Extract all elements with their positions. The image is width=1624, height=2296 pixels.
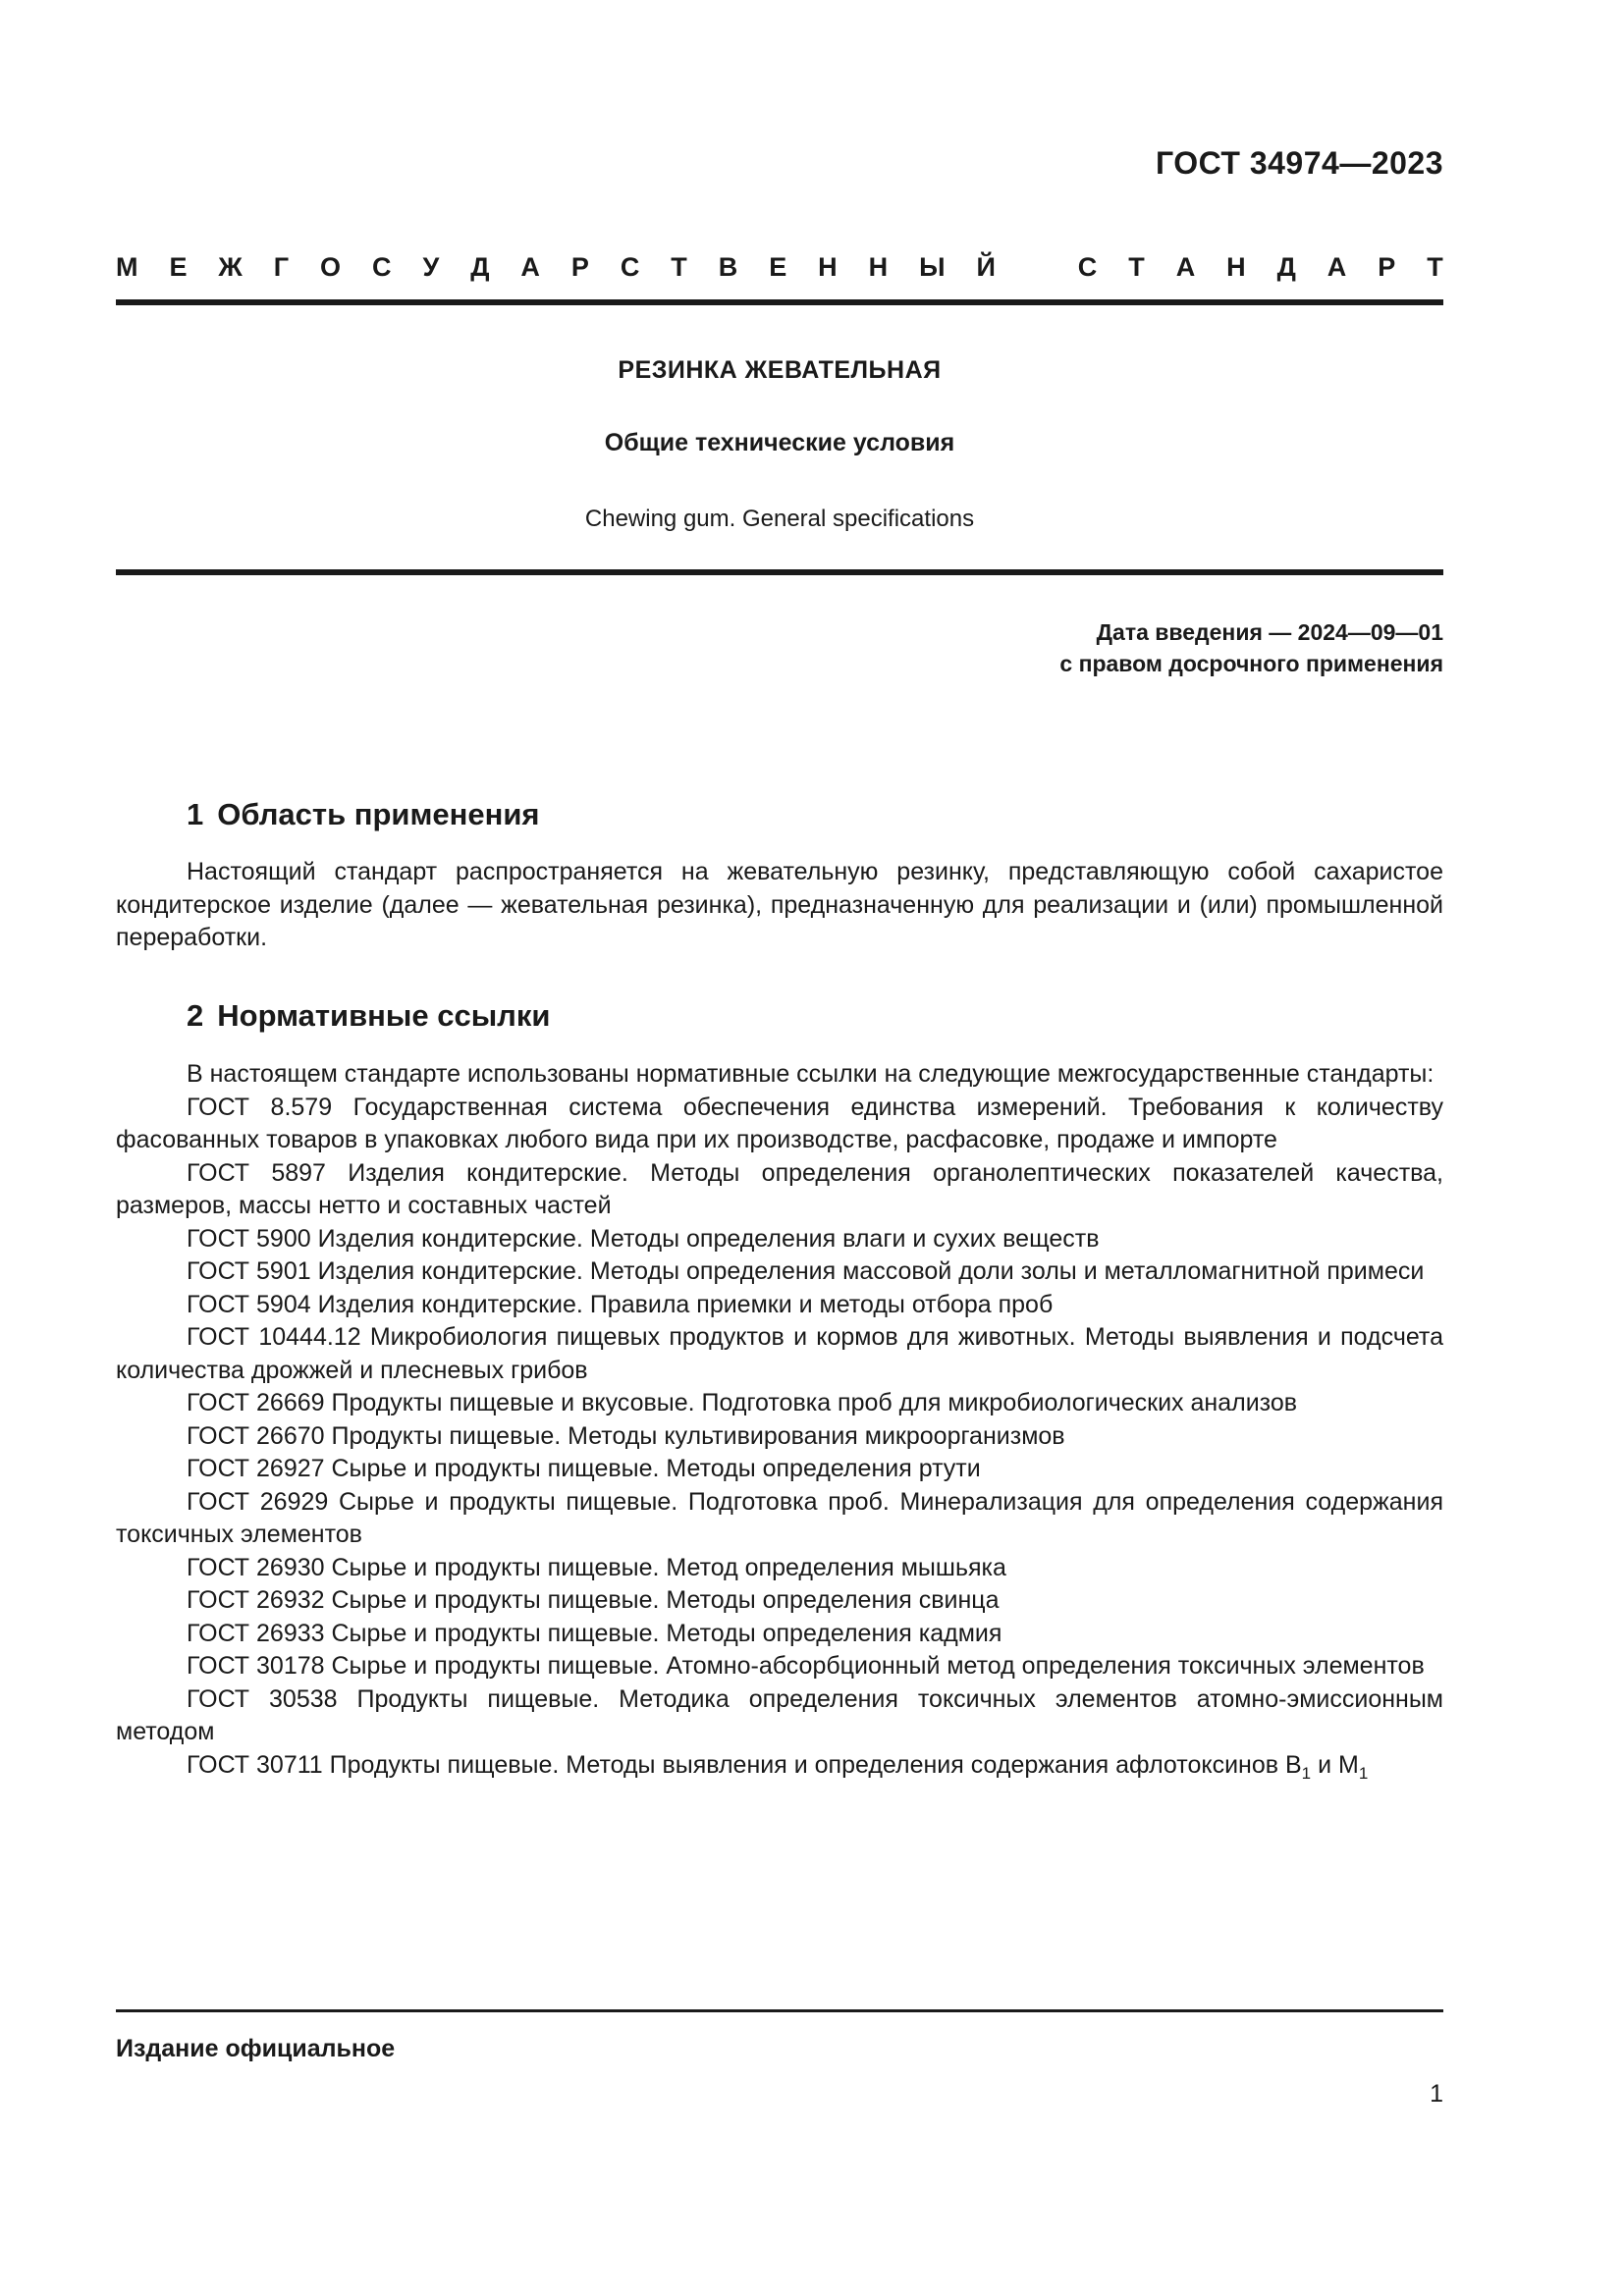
heading-letter: С: [620, 252, 640, 282]
reference-item: ГОСТ 30178 Сырье и продукты пищевые. Атомно-абсорбционный метод определения токсичных элементов: [187, 1652, 1425, 1680]
heading-letter: Д: [1276, 252, 1296, 282]
heading-letter: В: [718, 252, 738, 282]
footer-rule: [116, 2009, 1443, 2012]
heading-letter: Г: [273, 252, 290, 282]
heading-letter: Т: [1427, 252, 1443, 282]
heading-letter: Р: [570, 252, 589, 282]
section-title: Область применения: [217, 797, 540, 831]
section-2-body: [116, 1058, 1443, 1782]
reference-item: ГОСТ 26670 Продукты пищевые. Методы культивирования микроорганизмов: [187, 1421, 1065, 1450]
interstate-standard-label: [116, 252, 1443, 283]
heading-letter: Р: [1378, 252, 1396, 282]
intro-date-block: [1059, 616, 1443, 679]
heading-letter: А: [1326, 252, 1347, 282]
reference-item: ГОСТ 26927 Сырье и продукты пищевые. Методы определения ртути: [187, 1455, 981, 1482]
heading-letter: Е: [169, 252, 188, 282]
section-1-heading: [187, 797, 540, 832]
reference-item: ГОСТ 30538 Продукты пищевые. Методика определения токсичных элементов атомно-эмиссионным методом: [116, 1684, 1443, 1745]
subscript: 1: [1301, 1763, 1312, 1783]
reference-item: ГОСТ 5900 Изделия кондитерские. Методы определения влаги и сухих веществ: [187, 1224, 1100, 1253]
heading-letter: О: [320, 252, 342, 282]
standard-number: ГОСТ 34974—2023: [1155, 145, 1443, 181]
subscript: 1: [1358, 1763, 1369, 1783]
reference-item: ГОСТ 26929 Сырье и продукты пищевые. Подготовка проб. Минерализация для определения содержания токсичных элементов: [116, 1487, 1443, 1548]
heading-letter: С: [1077, 252, 1098, 282]
title-rule: [116, 569, 1443, 575]
heading-letter: Д: [470, 252, 490, 282]
heading-letter: [1027, 252, 1047, 283]
reference-text: ГОСТ 30711 Продукты пищевые. Методы выявления и определения содержания афлотоксинов B: [187, 1750, 1302, 1779]
reference-item: [116, 1749, 1443, 1783]
paragraph: В настоящем стандарте использованы нормативные ссылки на следующие межгосударственные стандарты:: [187, 1060, 1435, 1088]
heading-letter: Й: [976, 252, 996, 282]
reference-item: ГОСТ 5901 Изделия кондитерские. Методы определения массовой доли золы и металломагнитной примеси: [187, 1257, 1425, 1285]
heading-letter: Ж: [218, 252, 243, 282]
heading-letter: А: [1175, 252, 1196, 282]
reference-item: ГОСТ 26933 Сырье и продукты пищевые. Методы определения кадмия: [187, 1619, 1002, 1647]
section-1-body: [116, 856, 1443, 955]
section-title: Нормативные ссылки: [217, 998, 551, 1033]
section-number: 2: [187, 998, 204, 1033]
reference-item: ГОСТ 8.579 Государственная система обеспечения единства измерений. Требования к количеству фасованных товаров в упаковках любого вида при их производстве, расфасовке, продаже и импорте: [116, 1093, 1443, 1153]
reference-item: ГОСТ 10444.12 Микробиология пищевых продуктов и кормов для животных. Методы выявления и подсчета количества дрожжей и плесневых грибов: [116, 1323, 1443, 1384]
heading-letter: Е: [769, 252, 787, 282]
paragraph: Настоящий стандарт распространяется на жевательную резинку, представляющую собой сахаристое кондитерское изделие (далее — жевательная резинка), предназначенную для реализации и (или) промышленной переработки.: [116, 858, 1443, 951]
document-subtitle: Общие технические условия: [604, 429, 955, 456]
intro-date: Дата введения — 2024—09—01: [1096, 619, 1443, 645]
english-title: Chewing gum. General specifications: [584, 506, 975, 532]
heading-letter: Ы: [919, 252, 946, 282]
reference-text: и M: [1311, 1750, 1359, 1779]
heading-letter: У: [422, 252, 440, 282]
reference-item: ГОСТ 5904 Изделия кондитерские. Правила приемки и методы отбора проб: [187, 1290, 1054, 1318]
document-title: РЕЗИНКА ЖЕВАТЕЛЬНАЯ: [618, 356, 942, 384]
reference-list: [116, 1092, 1443, 1749]
reference-item: ГОСТ 26669 Продукты пищевые и вкусовые. Подготовка проб для микробиологических анализов: [187, 1389, 1298, 1416]
page-number: 1: [1430, 2080, 1443, 2108]
section-number: 1: [187, 797, 204, 831]
heading-letter: А: [520, 252, 540, 282]
section-2-heading: [187, 998, 550, 1034]
heading-letter: С: [372, 252, 392, 282]
early-application-note: с правом досрочного применения: [1059, 651, 1443, 676]
top-rule: [116, 299, 1443, 305]
heading-letter: Н: [1226, 252, 1246, 282]
heading-letter: Н: [818, 252, 838, 282]
reference-item: ГОСТ 26932 Сырье и продукты пищевые. Методы определения свинца: [187, 1586, 1000, 1614]
official-edition-label: Издание официальное: [116, 2035, 396, 2062]
heading-letter: Т: [671, 252, 687, 282]
heading-letter: Н: [868, 252, 889, 282]
reference-item: ГОСТ 5897 Изделия кондитерские. Методы определения органолептических показателей качества, размеров, массы нетто и составных частей: [116, 1158, 1443, 1219]
heading-letter: Т: [1128, 252, 1145, 282]
heading-letter: М: [116, 252, 138, 282]
reference-item: ГОСТ 26930 Сырье и продукты пищевые. Метод определения мышьяка: [187, 1553, 1006, 1581]
